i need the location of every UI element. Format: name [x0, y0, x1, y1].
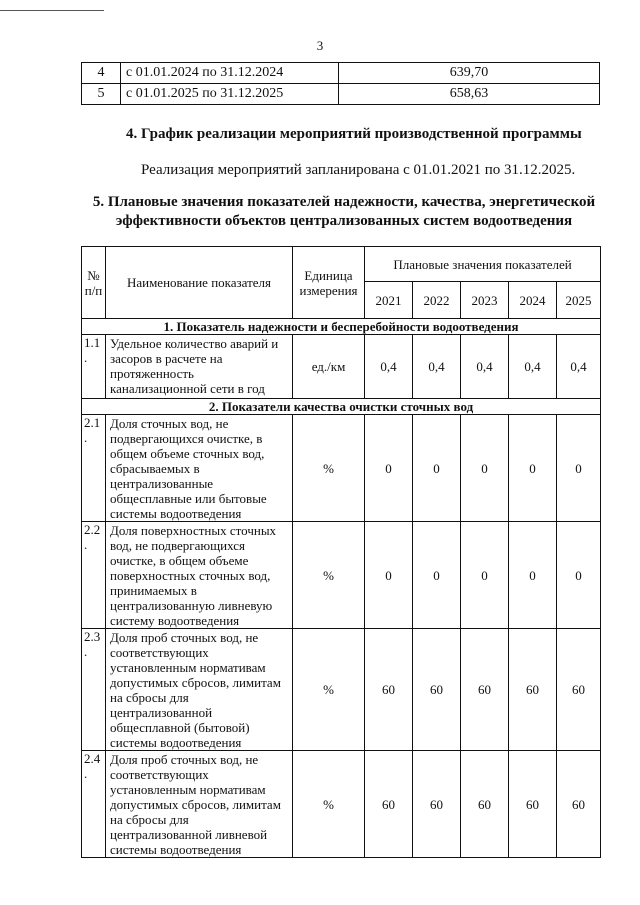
value-cell: 60: [509, 629, 557, 751]
row-number: 1.1 .: [82, 335, 106, 399]
value-cell: 60: [557, 629, 601, 751]
indicator-name: Доля сточных вод, не подвергающихся очистке, в общем объеме сточных вод, сбрасываемых в централизованные общесплавные или бытовые системы водоотведения: [106, 415, 293, 522]
unit-cell: ед./км: [293, 335, 365, 399]
row-number: 2.1 .: [82, 415, 106, 522]
value-cell: 0: [413, 415, 461, 522]
header-name: Наименование показателя: [106, 247, 293, 319]
section-4-text: Реализация мероприятий запланирована с 01.01.2021 по 31.12.2025.: [141, 162, 576, 178]
value-cell: 0: [509, 415, 557, 522]
value-cell: 0,4: [461, 335, 509, 399]
row-number: 4: [82, 63, 121, 84]
section-row: [82, 399, 601, 415]
value-cell: 0: [365, 415, 413, 522]
header-num: № п/п: [82, 247, 106, 319]
value-cell: 0: [461, 522, 509, 629]
value-cell: 0: [509, 522, 557, 629]
table-row: [82, 415, 601, 522]
header-year: 2021: [365, 282, 413, 319]
value-cell: 0,4: [365, 335, 413, 399]
unit-cell: %: [293, 629, 365, 751]
row-number: 2.3 .: [82, 629, 106, 751]
value-cell: 0: [461, 415, 509, 522]
value-cell: 60: [365, 751, 413, 858]
tariff-period-table: [81, 62, 600, 105]
section-5-title: 5. Плановые значения показателей надежности, качества, энергетической эффективности объектов централизованных систем водоотведения: [92, 194, 596, 229]
value-cell: 60: [413, 629, 461, 751]
value-cell: 0,4: [413, 335, 461, 399]
corner-rule: [0, 10, 104, 11]
header-year: 2023: [461, 282, 509, 319]
unit-cell: %: [293, 522, 365, 629]
table-header-row: [82, 247, 601, 282]
unit-cell: %: [293, 751, 365, 858]
value-cell: 639,70: [339, 63, 600, 84]
unit-cell: %: [293, 415, 365, 522]
value-cell: 658,63: [339, 84, 600, 105]
indicator-name: Доля проб сточных вод, не соответствующих установленным нормативам допустимых сбросов, лимитам на сбросы для централизованной ливневой системы водоотведения: [106, 751, 293, 858]
indicator-name: Доля проб сточных вод, не соответствующих установленным нормативам допустимых сбросов, лимитам на сбросы для централизованной общесплавной (бытовой) системы водоотведения: [106, 629, 293, 751]
value-cell: 0: [365, 522, 413, 629]
table-row: [82, 751, 601, 858]
row-number: 2.2 .: [82, 522, 106, 629]
table-row: [82, 522, 601, 629]
section-1-title: 1. Показатель надежности и бесперебойности водоотведения: [82, 319, 601, 335]
value-cell: 0: [413, 522, 461, 629]
table-row: [82, 63, 600, 84]
indicators-table: [81, 246, 601, 858]
table-row: [82, 335, 601, 399]
value-cell: 60: [461, 629, 509, 751]
value-cell: 60: [461, 751, 509, 858]
section-2-title: 2. Показатели качества очистки сточных вод: [82, 399, 601, 415]
header-planned: Плановые значения показателей: [365, 247, 601, 282]
section-row: [82, 319, 601, 335]
value-cell: 0,4: [509, 335, 557, 399]
value-cell: 60: [413, 751, 461, 858]
table-row: [82, 84, 600, 105]
value-cell: 60: [557, 751, 601, 858]
section-4-title: 4. График реализации мероприятий производственной программы: [126, 126, 582, 142]
value-cell: 0,4: [557, 335, 601, 399]
table-row: [82, 629, 601, 751]
indicator-name: Удельное количество аварий и засоров в расчете на протяженность канализационной сети в год: [106, 335, 293, 399]
page-number: 3: [316, 38, 324, 53]
header-year: 2025: [557, 282, 601, 319]
value-cell: 60: [509, 751, 557, 858]
row-number: 5: [82, 84, 121, 105]
period-cell: с 01.01.2024 по 31.12.2024: [121, 63, 339, 84]
header-year: 2024: [509, 282, 557, 319]
header-unit: Единица измерения: [293, 247, 365, 319]
row-number: 2.4 .: [82, 751, 106, 858]
value-cell: 60: [365, 629, 413, 751]
header-year: 2022: [413, 282, 461, 319]
value-cell: 0: [557, 415, 601, 522]
indicator-name: Доля поверхностных сточных вод, не подвергающихся очистке, в общем объеме поверхностных сточных вод, принимаемых в централизованную ливневую систему водоотведения: [106, 522, 293, 629]
period-cell: с 01.01.2025 по 31.12.2025: [121, 84, 339, 105]
value-cell: 0: [557, 522, 601, 629]
